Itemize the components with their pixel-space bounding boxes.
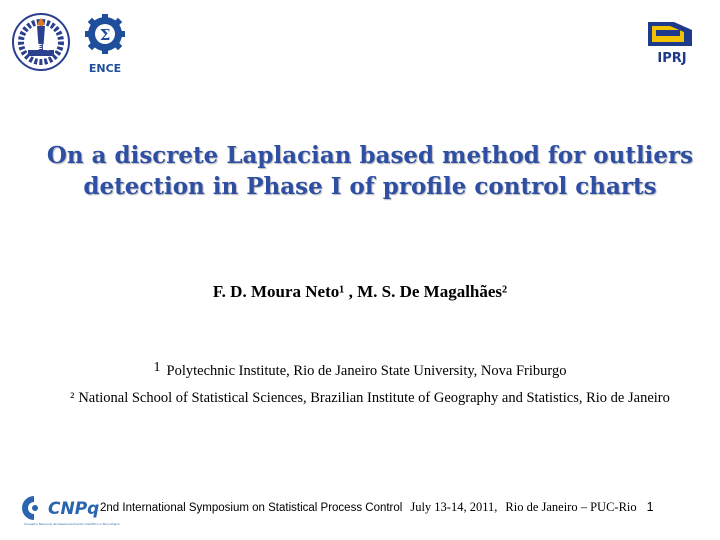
affiliation-1 (0, 361, 720, 382)
footer-place: Rio de Janeiro – PUC-Rio (505, 500, 637, 514)
slide-title (40, 140, 700, 202)
footer-event: 2nd International Symposium on Statistical Process Control (100, 502, 403, 514)
cnpq-logo-subtext: Conselho Nacional de Desenvolvimento Científico e Tecnológico (24, 522, 120, 526)
uerj-logo-text: UERJ (31, 43, 51, 51)
slide-title-line2: detection in Phase I of profile control charts (83, 173, 657, 200)
slide-title-line1: On a discrete Laplacian based method for outliers (46, 142, 694, 169)
page-number: 1 (646, 500, 654, 514)
footer (100, 498, 710, 516)
ence-logo (80, 12, 130, 74)
ence-logo-text: ENCE (88, 62, 122, 75)
iprj-logo (644, 16, 700, 66)
footer-dates: July 13-14, 2011, (410, 500, 498, 514)
affiliation-2 (40, 388, 700, 409)
cnpq-logo-text: CNPq (48, 499, 100, 519)
cnpq-logo (22, 492, 120, 530)
uerj-logo (8, 12, 74, 72)
authors: F. D. Moura Neto¹ , M. S. De Magalhães² (212, 282, 508, 301)
affiliation-2-mark: ² (70, 391, 75, 406)
affiliation-1-text: Polytechnic Institute, Rio de Janeiro State University, Nova Friburgo (166, 363, 567, 379)
affiliation-1-mark: 1 (153, 360, 161, 375)
svg-text:Σ: Σ (99, 26, 111, 44)
affiliation-2-text: National School of Statistical Sciences, Brazilian Institute of Geography and Statistics, Rio de Janeiro (78, 390, 670, 406)
iprj-logo-text: IPRJ (657, 51, 687, 66)
